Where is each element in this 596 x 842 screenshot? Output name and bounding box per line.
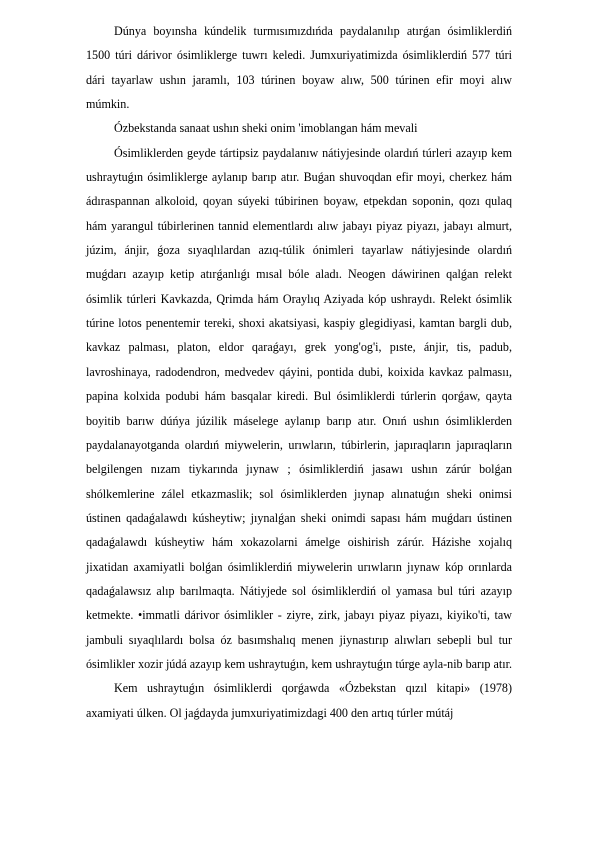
paragraph-medicinal-plants: Dúnya boyınsha kúndelik turmısımızdıńda paydalanılıp atırǵan ósimliklerdiń 1500 túri dárivor ósimliklerge tuwrı keledi. Jumxuriyatimizda ósimliklerdiń 577 túri dári tayarlaw ushın jaramlı, 103 túrinen boyaw alıw, 500 túrinen efir moyi alıw múmkin.	[86, 24, 512, 112]
paragraph-red-book: Kem ushraytuǵın ósimliklerdi qorǵawda «Ózbekstan qızıl kitapi» (1978) axamiyati úlken. Ol jaǵdayda jumxuriyatimizdagi 400 den artıq túrler mútáj	[86, 681, 512, 720]
paragraph-industrial-raw-materials: Ózbekstanda sanaat ushın sheki onim 'imoblangan hám mevali	[114, 121, 418, 136]
document-page	[86, 19, 512, 725]
paragraph-plant-protection: Ósimliklerden geyde tártipsiz paydalanıw nátiyjesinde olardıń túrleri azayıp kem ushraytuǵın ósimliklerge aylanıp barıp atır. Buǵan shuvoqdan efir moyi, cherkez hám ádıraspannan alkoloid, qoyan súyeki túbirinen boyaw, etpekdan soponin, qozı qulaq hám yarangul túbirlerinen tannid elementlardı alıw jabayı piyaz piyazı, jabayı almurt, júzim, ánjir, ǵoza sıyaqlılardan azıq-túlik ónimleri tayarlaw nátiyjesinde olardıń muǵdarı azayıp ketip atırǵanlıǵı mısal bóle aladı. Neogen dáwirinen qalǵan relekt ósimlik túrleri Kavkazda, Qrimda hám Oraylıq Aziyada kóp ushraydı. Relekt ósimlik túrine lotos penentemir tereki, shoxi akatsiyasi, kaspiy glegidiyasi, kamtan bargli dub, kavkaz palması, platon, eldor qaraǵayı, grek yong'og'i, pıste, ánjir, tis, padub, lavroshinaya, radodendron, medvedev qáyini, pontida dubi, koixida kavkaz palmasıı, papina kolxida podubi hám basqalar kiredi. Bul ósimliklerdi túrlerin qorǵaw, qayta boyitib barıw dúńya júzilik máselege aylanıp barıp atır. Onıń ushın ósimliklerden paydalanayotganda olardıń miywelerin, urıwların, túbirlerin, japıraqların japıraqların belgilengen nızam tiykarında jıynaw ; ósimliklerdiń jasawı ushın zárúr bolǵan shólkemlerine zálel etkazmaslik; sol ósimliklerden jıynap alınatuǵın sheki onimsi ústinen qadaǵalawdı kúsheytiw; jıynalǵan sheki onimdi sapası hám muǵdarı ústinen qadaǵalawdı kúsheytiw hám xokazolarni ámelge oishirish zárúr. Házishe xojalıq jixatidan axamiyatli bolǵan ósimliklerdiń miywelerin urıwların jıynaw kóp orınlarda qadaǵalawsız alıp barılmaqta. Nátiyjede sol ósimliklerdiń ol yamasa bul túri azayıp ketmekte. •immatli dárivor ósimlikler - ziyre, zirk, jabayı piyaz piyazı, kiyiko'ti, taw jambuli sıyaqlılardı bolsa óz basımshalıq menen jiynastırıp alıwları sebepli bul tur ósimlikler xozir júdá azayıp kem ushraytuǵın, kem ushraytuǵın túrge ayla-nib barıp atır.	[86, 145, 512, 671]
